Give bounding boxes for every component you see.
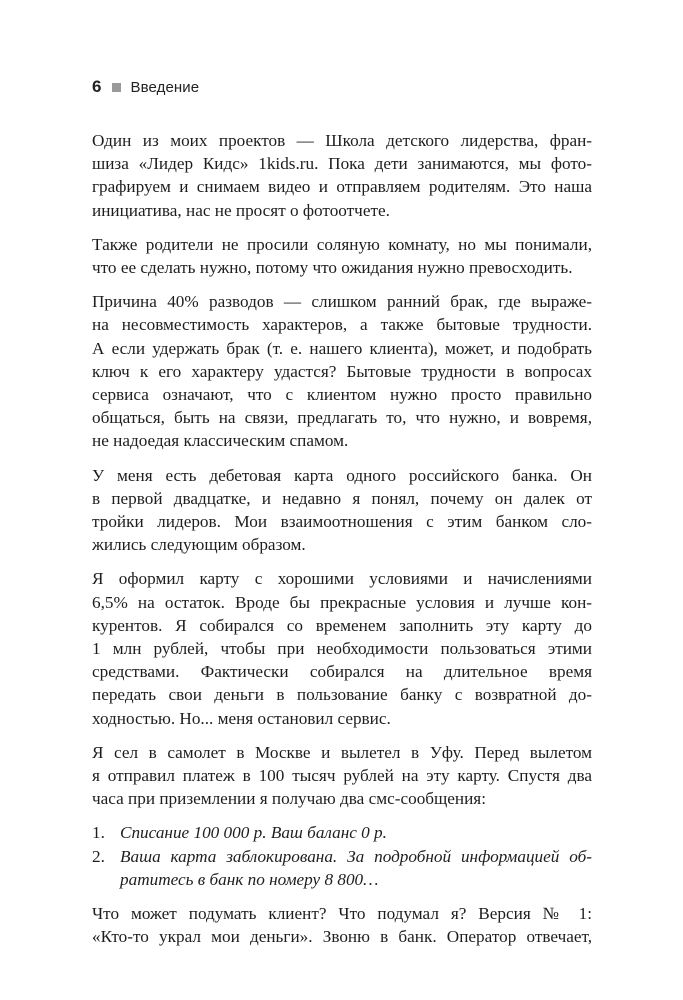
list-item-number: 1. [92,823,105,843]
text-line: не надоедая классическим спамом. [92,431,349,451]
text-line: «Кто-то украл мои деньги». Звоню в банк. Оператор отвечает, [92,927,592,947]
text-line: средствами. Фактически собирался на длительное время [92,662,592,682]
text-line: ключ к его характеру удастся? Бытовые трудности в вопросах [92,361,592,381]
list-item-text: Ваша карта заблокирована. За подробной информацией об- [120,846,592,866]
paragraph-5 [92,567,592,729]
text-line: инициатива, нас не просят о фотоотчете. [92,200,390,220]
text-line: жились следующим образом. [92,535,306,555]
text-line: ходностью. Но... меня остановил сервис. [92,708,391,728]
paragraph-7 [92,902,592,948]
text-line: на несовместимость характеров, а также бытовые трудности. [92,315,592,335]
body-text [92,129,592,960]
text-line: Один из моих проектов — Школа детского лидерства, фран- [92,131,592,150]
text-line: шиза «Лидер Кидс» 1kids.ru. Пока дети занимаются, мы фото- [92,154,592,174]
paragraph-2 [92,233,592,279]
text-line: Что может подумать клиент? Что подумал я? Версия № 1: [92,904,592,924]
text-line: что ее сделать нужно, потому что ожидания нужно превосходить. [92,258,573,278]
text-line: Я сел в самолет в Москве и вылетел в Уфу. Перед вылетом [92,742,592,762]
paragraph-4 [92,464,592,557]
list-item-text: Списание 100 000 р. Ваш баланс 0 р. [120,823,387,843]
list-item-text: ратитесь в банк по номеру 8 800… [120,869,379,889]
text-line: часа при приземлении я получаю два смс-сообщения: [92,789,486,809]
square-separator-icon [112,83,121,92]
numbered-list [92,821,592,891]
text-line: У меня есть дебетовая карта одного российского банка. Он [92,465,592,485]
text-line: я отправил платеж в 100 тысяч рублей на эту карту. Спустя два [92,766,592,786]
text-line: графируем и снимаем видео и отправляем родителям. Это наша [92,177,592,197]
list-item-number: 2. [92,846,105,866]
text-line: передать свои деньги в пользование банку с возвратной до- [92,685,592,705]
text-line: Также родители не просили соляную комнату, но мы понимали, [92,234,592,254]
page-number: 6 [92,77,102,96]
section-title: Введение [130,78,200,96]
text-line: тройки лидеров. Мои взаимоотношения с этим банком сло- [92,512,592,532]
text-line: 1 млн рублей, чтобы при необходимости пользоваться этими [92,639,592,659]
text-line: Я оформил карту с хорошими условиями и начислениями [92,569,592,589]
text-line: сервиса означают, что с клиентом нужно просто правильно [92,385,592,405]
text-line: 6,5% на остаток. Вроде бы прекрасные условия и лучше кон- [92,592,592,612]
text-line: курентов. Я собирался со временем заполнить эту карту до [92,615,592,635]
list-item [92,821,592,844]
running-head [92,76,199,98]
list-item [92,845,592,891]
text-line: общаться, быть на связи, предлагать то, что нужно, и вовремя, [92,408,592,428]
paragraph-1 [92,129,592,222]
text-line: А если удержать брак (т. е. нашего клиента), может, и подобрать [92,338,592,358]
text-line: Причина 40% разводов — слишком ранний брак, где выраже- [92,292,592,312]
paragraph-3 [92,290,592,452]
paragraph-6 [92,741,592,811]
text-line: в первой двадцатке, и недавно я понял, почему он далек от [92,488,592,508]
